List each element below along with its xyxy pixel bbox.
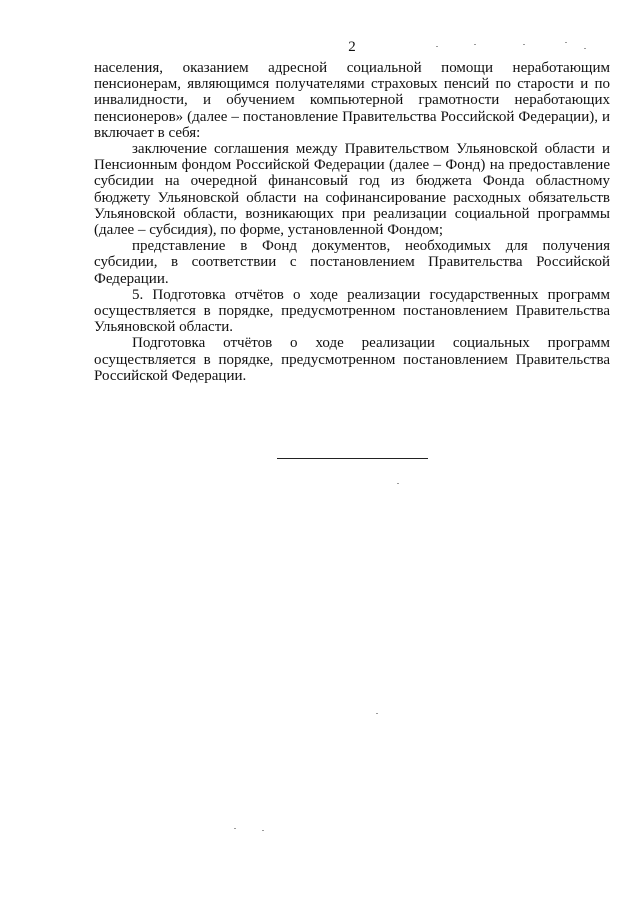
- scan-speck: [523, 44, 525, 45]
- scan-speck: [234, 828, 236, 829]
- scan-speck: [565, 42, 567, 43]
- paragraph-documents: представление в Фонд документов, необходимых для получения субсидии, в соответствии с постановлением Правительства Российской Федерации.: [94, 238, 610, 287]
- scan-speck: [474, 44, 476, 45]
- paragraph-continuation: населения, оказанием адресной социальной помощи неработающим пенсионерам, являющимся получателями страховых пенсий по старости и по инвалидности, и обучением компьютерной грамотности неработающих пенсионеров» (далее – постановление Правительства Российской Федерации), и включает в себя:: [94, 60, 610, 141]
- paragraph-agreement: заключение соглашения между Правительством Ульяновской области и Пенсионным фондом Российской Федерации (далее – Фонд) на предоставление субсидии на очередной финансовый год из бюджета Фонда областному бюджету Ульяновской области на софинансирование расходных обязательств Ульяновской области, возникающих при реализации социальной программы (далее – субсидия), по форме, установленной Фондом;: [94, 141, 610, 239]
- closing-divider: [277, 458, 428, 459]
- scan-speck: [436, 46, 438, 47]
- scan-speck: [584, 48, 586, 49]
- scan-speck: [262, 830, 264, 831]
- document-body: [94, 60, 610, 384]
- scan-speck: [397, 483, 399, 484]
- paragraph-social-reports: Подготовка отчётов о ходе реализации социальных программ осуществляется в порядке, предусмотренном постановлением Правительства Российской Федерации.: [94, 335, 610, 384]
- paragraph-item-5: 5. Подготовка отчётов о ходе реализации государственных программ осуществляется в порядке, предусмотренном постановлением Правительства Ульяновской области.: [94, 286, 610, 336]
- page-number: 2: [348, 39, 356, 55]
- scan-speck: [376, 713, 378, 714]
